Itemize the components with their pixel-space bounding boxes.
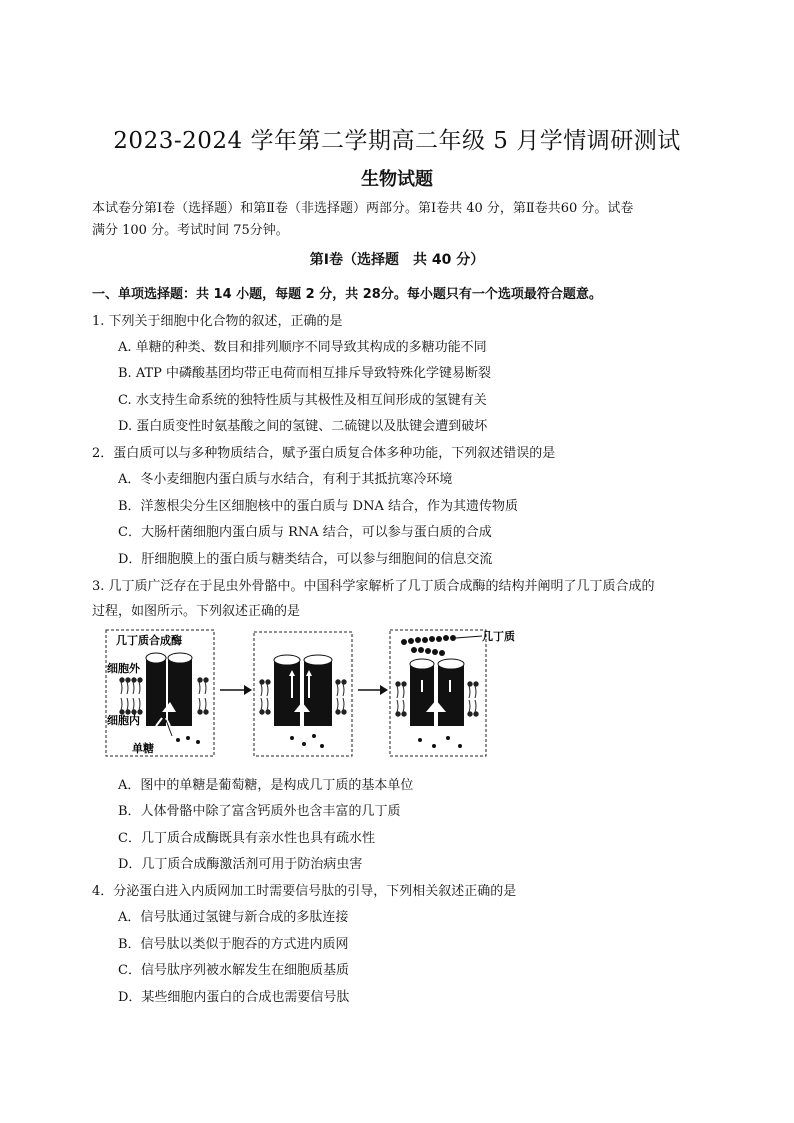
figure-label-monosaccharide: 单糖 [132,742,154,755]
question-4-option-c: C．信号肽序列被水解发生在细胞质基质 [118,963,349,978]
question-1-option-a: A. 单糖的种类、数目和排列顺序不同导致其构成的多糖功能不同 [118,340,487,355]
question-1-option-c: C. 水支持生命系统的独特性质与其极性及相互间形成的氢键有关 [118,393,487,408]
figure-panel-3 [390,629,515,756]
question-3-option-c: C．几丁质合成酶既具有亲水性也具有疏水性 [118,831,375,846]
section-title: 第Ⅰ卷（选择题 共 40 分） [309,252,485,268]
question-2-stem: 2．蛋白质可以与多种物质结合，赋予蛋白质复合体多种功能，下列叙述错误的是 [92,446,556,461]
question-4-option-a: A．信号肽通过氢键与新合成的多肽连接 [118,910,349,925]
figure-arrow-2 [358,685,388,695]
question-3-option-a: A．图中的单糖是葡萄糖，是构成几丁质的基本单位 [118,778,414,793]
question-2-option-c: C．大肠杆菌细胞内蛋白质与 RNA 结合，可以参与蛋白质的合成 [118,525,492,540]
question-1-option-d: D. 蛋白质变性时氨基酸之间的氢键、二硫键以及肽键会遭到破坏 [118,419,488,434]
question-1-stem: 1. 下列关于细胞中化合物的叙述，正确的是 [92,314,343,329]
question-3-option-d: D．几丁质合成酶激活剂可用于防治病虫害 [118,857,363,872]
figure-label-outside: 细胞外 [107,662,140,675]
question-2-option-a: A．冬小麦细胞内蛋白质与水结合，有利于其抵抗寒冷环境 [118,472,453,487]
intro-line-2: 满分 100 分。考试时间 75分钟。 [92,223,289,238]
section-instruction: 一、单项选择题：共 14 小题，每题 2 分，共 28分。每小题只有一个选项最符合题意。 [92,287,602,302]
question-3-option-b: B．人体骨骼中除了富含钙质外也含丰富的几丁质 [118,804,401,819]
question-2-option-d: D．肝细胞膜上的蛋白质与糖类结合，可以参与细胞间的信息交流 [118,552,493,567]
question-3-stem-line-1: 3. 几丁质广泛存在于昆虫外骨骼中。中国科学家解析了几丁质合成酶的结构并阐明了几丁质合成的 [92,579,655,594]
question-1-option-b: B. ATP 中磷酸基团均带正电荷而相互排斥导致特殊化学键易断裂 [118,366,492,381]
question-2-option-b: B．洋葱根尖分生区细胞核中的蛋白质与 DNA 结合，作为其遗传物质 [118,499,519,514]
figure-panel-1 [106,630,214,756]
figure-label-chitin: 几丁质 [482,630,515,643]
figure-label-inside: 细胞内 [107,714,140,727]
exam-title: 2023-2024 学年第二学期高二年级 5 月学情调研测试 [113,128,681,154]
exam-subtitle: 生物试题 [361,169,433,190]
question-4-stem: 4．分泌蛋白进入内质网加工时需要信号肽的引导，下列相关叙述正确的是 [92,884,517,899]
intro-line-1: 本试卷分第Ⅰ卷（选择题）和第Ⅱ卷（非选择题）两部分。第Ⅰ卷共 40 分，第Ⅱ卷共60 分。试卷 [92,201,634,216]
figure-panel-2 [254,632,352,756]
chitin-synthase-figure [104,628,524,758]
question-4-option-b: B．信号肽以类似于胞吞的方式进内质网 [118,937,349,952]
figure-label-enzyme: 几丁质合成酶 [116,634,182,647]
question-3-stem-line-2: 过程，如图所示。下列叙述正确的是 [92,604,301,619]
figure-arrow-1 [220,685,252,695]
question-4-option-d: D．某些细胞内蛋白的合成也需要信号肽 [118,990,350,1005]
